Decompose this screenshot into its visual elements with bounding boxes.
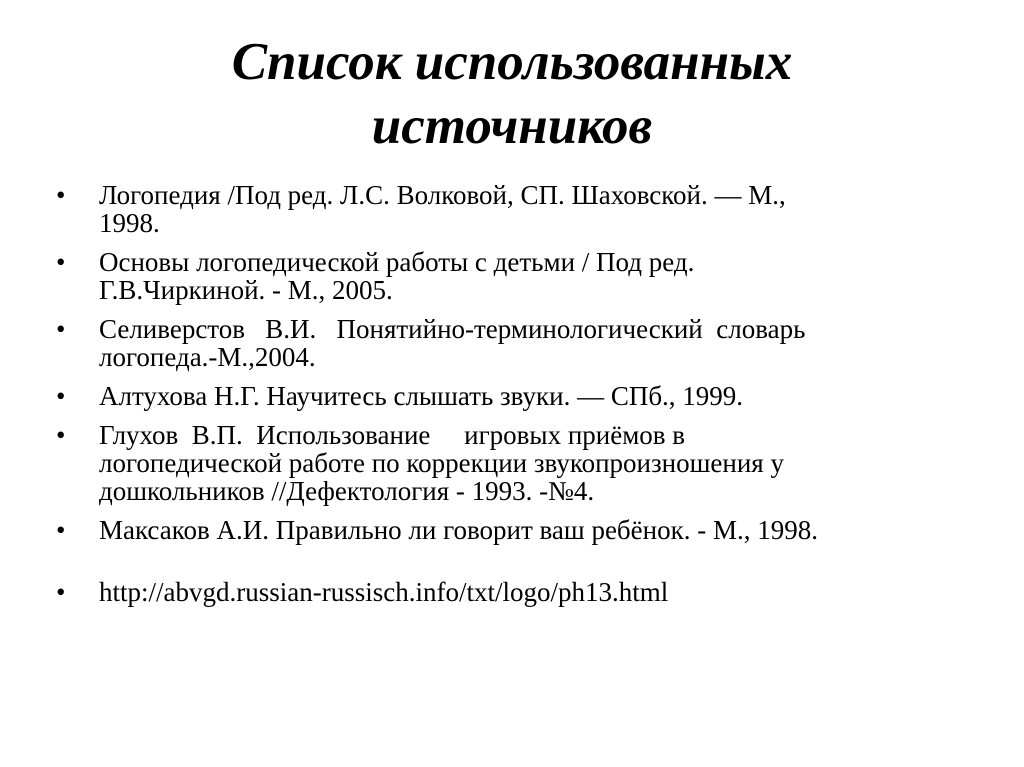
source-text: Селиверстов В.И. Понятийно-терминологический словарь логопеда.-М.,2004. [99, 314, 806, 372]
slide-title [0, 30, 1024, 158]
source-text: Глухов В.П. Использование игровых приёмов в логопедической работе по коррекции звукопроизношения у дошкольников //Дефектология - 1993. -№4. [99, 420, 784, 506]
list-item [56, 421, 956, 505]
source-url-link[interactable]: http://abvgd.russian-russisch.info/txt/logo/ph13.html [99, 577, 669, 607]
bullet-icon: • [56, 180, 66, 210]
source-text: Логопедия /Под ред. Л.С. Волковой, СП. Шаховской. — М., 1998. [99, 180, 786, 238]
list-item [56, 382, 956, 410]
slide-title-line-1: Список использованных [231, 33, 793, 91]
bullet-icon: • [56, 381, 66, 411]
list-item [56, 181, 956, 237]
bullet-icon: • [56, 247, 66, 277]
bullet-icon: • [56, 515, 66, 545]
slide-title-line-2: источников [371, 97, 653, 155]
list-item [56, 315, 956, 371]
list-item [56, 248, 956, 304]
source-text: Основы логопедической работы с детьми / Под ред. Г.В.Чиркиной. - М., 2005. [99, 247, 695, 305]
source-text: Максаков А.И. Правильно ли говорит ваш ребёнок. - М., 1998. [99, 515, 818, 545]
source-text: Алтухова Н.Г. Научитесь слышать звуки. — СПб., 1999. [99, 381, 744, 411]
bullet-icon: • [56, 577, 66, 607]
sources-list [56, 181, 956, 617]
list-item [56, 516, 956, 544]
bullet-icon: • [56, 314, 66, 344]
bullet-icon: • [56, 420, 66, 450]
list-item-link[interactable] [56, 578, 956, 606]
